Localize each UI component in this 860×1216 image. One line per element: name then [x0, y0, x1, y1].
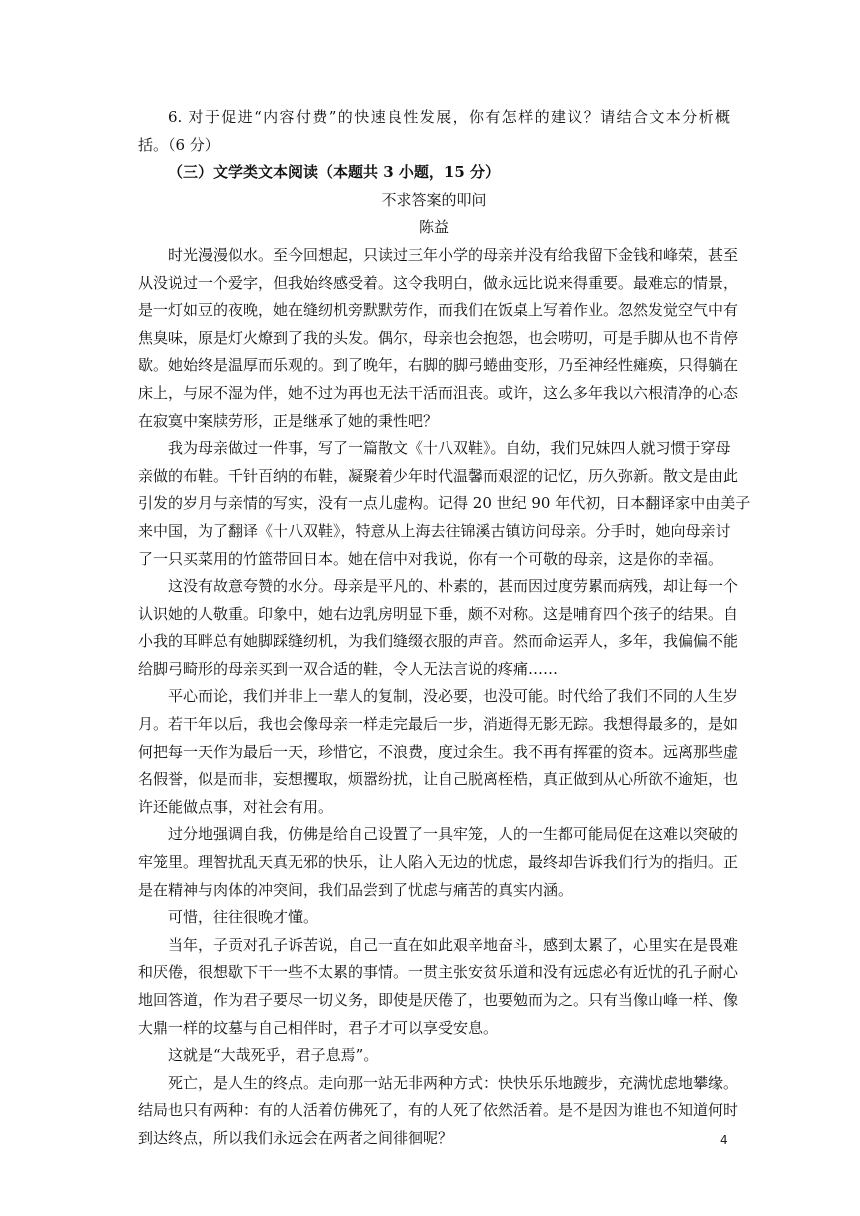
- essay-line: 给脚弓畸形的母亲买到一双合适的鞋，令人无法言说的疼痛……: [138, 659, 559, 678]
- essay-line: 到达终点，所以我们永远会在两者之间徘徊呢？: [138, 1128, 454, 1147]
- essay-line: 这就是“大哉死乎，君子息焉”。: [168, 1046, 379, 1065]
- question-6-line: 括。（6 分）: [138, 135, 220, 154]
- essay-line: 死亡，是人生的终点。走向那一站无非两种方式：快快乐乐地踱步，充满忧虑地攀缘。: [168, 1073, 739, 1092]
- essay-line: 牢笼里。理智扰乱天真无邪的快乐，让人陷入无边的忧虑，最终却告诉我们行为的指归。正: [138, 853, 739, 872]
- essay-line: 歇。她始终是温厚而乐观的。到了晚年，右脚的脚弓蜷曲变形，乃至神经性瘫痪，只得躺在: [138, 356, 739, 375]
- essay-line: 当年，子贡对孔子诉苦说，自己一直在如此艰辛地奋斗，感到太累了，心里实在是畏难: [168, 935, 739, 954]
- essay-line: 认识她的人敬重。印象中，她右边乳房明显下垂，颇不对称。这是哺育四个孩子的结果。自: [138, 604, 739, 623]
- section-title: （三）文学类文本阅读（本题共 3 小题，15 分）: [168, 163, 500, 182]
- essay-paragraph: [138, 1042, 730, 1070]
- essay-line: 平心而论，我们并非上一辈人的复制，没必要，也没可能。时代给了我们不同的人生岁: [168, 687, 739, 706]
- essay-title: 不求答案的叩问: [381, 190, 487, 209]
- essay-line: 时光漫漫似水。至今回想起，只读过三年小学的母亲并没有给我留下金钱和峰荣，甚至: [168, 245, 739, 264]
- essay-line: 何把每一天作为最后一天，珍惜它，不浪费，度过余生。我不再有挥霍的资本。远离那些虚: [138, 742, 739, 761]
- question-6-line: 6. 对于促进“内容付费”的快速良性发展，你有怎样的建议？请结合文本分析概: [168, 108, 730, 126]
- essay-line: 在寂寞中案牍劳形，正是继承了她的秉性吧？: [138, 411, 439, 430]
- essay-paragraph: [138, 242, 739, 435]
- essay-author: 陈益: [418, 218, 449, 237]
- essay-line: 小我的耳畔总有她脚踩缝纫机，为我们缝缀衣服的声音。然而命运弄人，多年，我偏偏不能: [138, 632, 739, 651]
- essay-line: 和厌倦，很想歇下干一些不太累的事情。一贯主张安贫乐道和没有远虑必有近忧的孔子耐心: [138, 963, 739, 982]
- essay-line: 我为母亲做过一件事，写了一篇散文《十八双鞋》。自幼，我们兄妹四人就习惯于穿母: [168, 439, 731, 458]
- essay-line: 月。若干年以后，我也会像母亲一样走完最后一步，消逝得无影无踪。我想得最多的，是如: [138, 715, 739, 734]
- essay-paragraph: [138, 904, 730, 932]
- essay-line: 焦臭味，原是灯火燎到了我的头发。偶尔，母亲也会抱怨，也会唠叨，可是手脚从也不肯停: [138, 328, 739, 347]
- essay-paragraph: [138, 932, 739, 1042]
- essay-line: 床上，与尿不湿为伴，她不过为再也无法干活而沮丧。或许，这么多年我以六根清净的心态: [138, 383, 739, 402]
- essay-paragraph: [138, 1070, 739, 1153]
- essay-line: 是一灯如豆的夜晚，她在缝纫机旁默默劳作，而我们在饭桌上写着作业。忽然发觉空气中有: [138, 301, 739, 320]
- essay-line: 引发的岁月与亲情的写实，没有一点儿虚构。记得 20 世纪 90 年代初，日本翻译家中由美子: [138, 494, 751, 513]
- essay-line: 许还能做点事，对社会有用。: [138, 797, 334, 816]
- essay-paragraph: [138, 821, 739, 904]
- essay-line: 结局也只有两种：有的人活着仿佛死了，有的人死了依然活着。是不是因为谁也不知道何时: [138, 1101, 739, 1120]
- essay-line: 这没有故意夸赞的水分。母亲是平凡的、朴素的，甚而因过度劳累而病残，却让每一个: [168, 577, 739, 596]
- essay-line: 来中国，为了翻译《十八双鞋》，特意从上海去往锦溪古镇访问母亲。分手时，她向母亲讨: [138, 521, 731, 540]
- essay-line: 亲做的布鞋。千针百纳的布鞋，凝聚着少年时代温馨而艰涩的记忆，历久弥新。散文是由此: [138, 466, 739, 485]
- essay-line: 名假誉，似是而非，妄想攫取，烦嚣纷扰，让自己脱离桎梏，真正做到从心所欲不逾矩，也: [138, 770, 739, 789]
- question-6: [138, 104, 730, 159]
- essay-paragraphs: [138, 242, 751, 1153]
- essay-paragraph: [138, 573, 739, 683]
- document-body: [138, 104, 751, 1153]
- essay-line: 可惜，往往很晚才懂。: [168, 908, 319, 927]
- essay-line: 过分地强调自我，仿佛是给自己设置了一具牢笼，人的一生都可能局促在这难以突破的: [168, 825, 739, 844]
- essay-line: 地回答道，作为君子要尽一切义务，即使是厌倦了，也要勉而为之。只有当像山峰一样、像: [138, 991, 739, 1009]
- essay-paragraph: [138, 435, 751, 573]
- essay-line: 了一只买菜用的竹篮带回日本。她在信中对我说，你有一个可敬的母亲，这是你的幸福。: [138, 549, 724, 568]
- essay-line: 是在精神与肉体的冲突间，我们品尝到了忧虑与痛苦的真实内涵。: [138, 880, 574, 899]
- essay-paragraph: [138, 683, 739, 821]
- page-number: 4: [720, 1133, 728, 1147]
- essay-line: 从没说过一个爱字，但我始终感受着。这令我明白，做永远比说来得重要。最难忘的情景，: [138, 273, 739, 292]
- essay-line: 大鼎一样的坟墓与自己相伴时，君子才可以享受安息。: [138, 1018, 499, 1037]
